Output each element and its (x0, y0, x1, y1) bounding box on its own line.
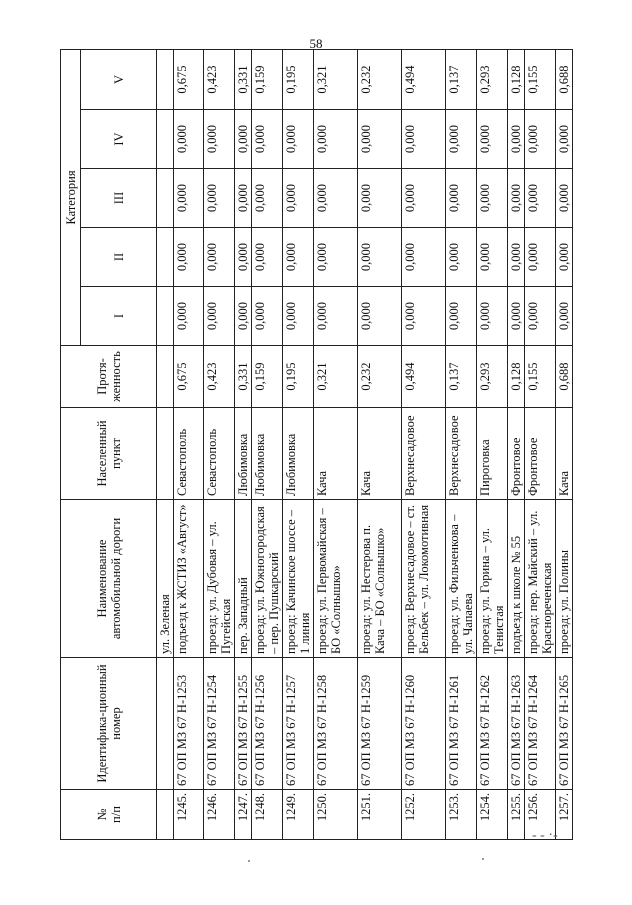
header-category: Категория (61, 50, 81, 346)
road-name: проезд: ул. Первомайская – БО «Солнышко» (314, 500, 358, 658)
category-5-value: 0,137 (446, 50, 477, 110)
header-cat-5: V (81, 50, 157, 110)
length: 0,155 (525, 346, 556, 408)
category-5-value: 0,675 (174, 50, 204, 110)
category-4-value: 0,000 (402, 110, 446, 169)
category-4-value: 0,000 (525, 110, 556, 169)
settlement: Пироговка (477, 408, 508, 500)
category-3-value: 0,000 (283, 169, 314, 228)
header-cat-3: III (81, 169, 157, 228)
scan-mark: - - ·- (532, 828, 558, 843)
table-row (525, 50, 556, 840)
category-1-value: 0,000 (402, 287, 446, 346)
category-2-value: 0,000 (508, 228, 525, 287)
scan-dot (248, 860, 250, 862)
road-id: 67 ОП МЗ 67 Н-1265 (556, 658, 573, 790)
category-3-value: 0,000 (174, 169, 204, 228)
header-settlement: Населенный пункт (61, 408, 157, 500)
settlement: Кача (358, 408, 402, 500)
category-1-value: 0,000 (508, 287, 525, 346)
settlement: Любимовка (283, 408, 314, 500)
rotated-table-container (60, 50, 595, 840)
road-id: 67 ОП МЗ 67 Н-1254 (204, 658, 235, 790)
settlement: Любимовка (252, 408, 283, 500)
table-row (556, 50, 573, 840)
category-2-value: 0,000 (446, 228, 477, 287)
row-number: 1255. (508, 790, 525, 840)
road-id: 67 ОП МЗ 67 Н-1263 (508, 658, 525, 790)
category-3-value: 0,000 (402, 169, 446, 228)
row-number: 1246. (204, 790, 235, 840)
category-1-value: 0,000 (204, 287, 235, 346)
road-name: проезд: ул. Южногородская – пер. Пушкарский (252, 500, 283, 658)
category-4-value: 0,000 (477, 110, 508, 169)
settlement: Верхнесадовое (446, 408, 477, 500)
road-name: проезд: Качинское шоссе – 1 линия (283, 500, 314, 658)
length: 0,423 (204, 346, 235, 408)
road-id: 67 ОП МЗ 67 Н-1259 (358, 658, 402, 790)
row-number: 1254. (477, 790, 508, 840)
table-row (358, 50, 402, 840)
category-2-value: 0,000 (204, 228, 235, 287)
category-3-value: 0,000 (252, 169, 283, 228)
settlement: Кача (556, 408, 573, 500)
table-row (252, 50, 283, 840)
road-id: 67 ОП МЗ 67 Н-1253 (174, 658, 204, 790)
category-5-value: 0,423 (204, 50, 235, 110)
category-1-value: 0,000 (235, 287, 252, 346)
category-1-value: 0,000 (477, 287, 508, 346)
category-2-value: 0,000 (314, 228, 358, 287)
table-row (204, 50, 235, 840)
table-row (477, 50, 508, 840)
road-id: 67 ОП МЗ 67 Н-1260 (402, 658, 446, 790)
road-id: 67 ОП МЗ 67 Н-1264 (525, 658, 556, 790)
length: 0,675 (174, 346, 204, 408)
category-5-value: 0,494 (402, 50, 446, 110)
road-id: 67 ОП МЗ 67 Н-1261 (446, 658, 477, 790)
category-4-value: 0,000 (314, 110, 358, 169)
category-5-value: 0,155 (525, 50, 556, 110)
category-3-value: 0,000 (446, 169, 477, 228)
road-name: проезд: ул. Фильченкова – ул. Чапаева (446, 500, 477, 658)
length: 0,293 (477, 346, 508, 408)
category-2-value: 0,000 (402, 228, 446, 287)
header-cat-2: II (81, 228, 157, 287)
settlement: Фронтовое (525, 408, 556, 500)
category-4-value: 0,000 (204, 110, 235, 169)
category-1-value: 0,000 (283, 287, 314, 346)
category-5-value: 0,128 (508, 50, 525, 110)
category-1-value: 0,000 (174, 287, 204, 346)
category-1-value: 0,000 (446, 287, 477, 346)
row-number: 1253. (446, 790, 477, 840)
road-name: подъезд к школе № 55 (508, 500, 525, 658)
category-1-value: 0,000 (252, 287, 283, 346)
row-number: 1249. (283, 790, 314, 840)
category-3-value: 0,000 (556, 169, 573, 228)
settlement: Севастополь (174, 408, 204, 500)
settlement: Фронтовое (508, 408, 525, 500)
row-number: 1250. (314, 790, 358, 840)
category-1-value: 0,000 (556, 287, 573, 346)
category-5-value: 0,293 (477, 50, 508, 110)
road-name: проезд: ул. Горина – ул. Тенистая (477, 500, 508, 658)
table-row (446, 50, 477, 840)
table-row (402, 50, 446, 840)
length: 0,128 (508, 346, 525, 408)
length: 0,321 (314, 346, 358, 408)
category-3-value: 0,000 (358, 169, 402, 228)
settlement: Любимовка (235, 408, 252, 500)
settlement: Верхнесадовое (402, 408, 446, 500)
carryover-text: ул. Зеленая (157, 500, 174, 658)
row-number: 1256. (525, 790, 556, 840)
road-id: 67 ОП МЗ 67 Н-1258 (314, 658, 358, 790)
category-2-value: 0,000 (174, 228, 204, 287)
table-row (283, 50, 314, 840)
header-cat-1: I (81, 287, 157, 346)
road-name: проезд: Верхнесадовое – ст. Бельбек – ул. Локомотивная (402, 500, 446, 658)
category-3-value: 0,000 (508, 169, 525, 228)
row-number: 1247. (235, 790, 252, 840)
category-2-value: 0,000 (556, 228, 573, 287)
category-2-value: 0,000 (235, 228, 252, 287)
category-5-value: 0,321 (314, 50, 358, 110)
category-4-value: 0,000 (283, 110, 314, 169)
length: 0,494 (402, 346, 446, 408)
table-row (235, 50, 252, 840)
category-2-value: 0,000 (283, 228, 314, 287)
table-row (508, 50, 525, 840)
row-number: 1248. (252, 790, 283, 840)
roads-table (60, 49, 573, 840)
category-3-value: 0,000 (525, 169, 556, 228)
length: 0,137 (446, 346, 477, 408)
road-name: проезд: ул. Полины (556, 500, 573, 658)
category-4-value: 0,000 (358, 110, 402, 169)
header-cat-4: IV (81, 110, 157, 169)
length: 0,159 (252, 346, 283, 408)
category-4-value: 0,000 (235, 110, 252, 169)
length: 0,331 (235, 346, 252, 408)
category-2-value: 0,000 (252, 228, 283, 287)
category-1-value: 0,000 (314, 287, 358, 346)
category-2-value: 0,000 (477, 228, 508, 287)
road-name: проезд: ул. Нестерова п. Кача – БО «Солнышко» (358, 500, 402, 658)
table-row (174, 50, 204, 840)
road-id: 67 ОП МЗ 67 Н-1262 (477, 658, 508, 790)
category-1-value: 0,000 (358, 287, 402, 346)
category-3-value: 0,000 (314, 169, 358, 228)
table-row (314, 50, 358, 840)
road-name: проезд: пер. Майский – ул. Краснореченская (525, 500, 556, 658)
category-5-value: 0,159 (252, 50, 283, 110)
row-number: 1251. (358, 790, 402, 840)
header-id: Идентифика-ционный номер (61, 658, 157, 790)
header-length: Протя-женность (61, 346, 157, 408)
category-4-value: 0,000 (556, 110, 573, 169)
header-name: Наименование автомобильной дороги (61, 500, 157, 658)
category-5-value: 0,331 (235, 50, 252, 110)
road-name: проезд: ул. Дубовая – ул. Пугейская (204, 500, 235, 658)
category-3-value: 0,000 (477, 169, 508, 228)
scan-dot (482, 858, 484, 860)
settlement: Кача (314, 408, 358, 500)
road-id: 67 ОП МЗ 67 Н-1257 (283, 658, 314, 790)
category-5-value: 0,195 (283, 50, 314, 110)
category-2-value: 0,000 (358, 228, 402, 287)
length: 0,232 (358, 346, 402, 408)
category-3-value: 0,000 (235, 169, 252, 228)
page-number: 58 (309, 36, 323, 51)
category-4-value: 0,000 (252, 110, 283, 169)
road-id: 67 ОП МЗ 67 Н-1256 (252, 658, 283, 790)
category-4-value: 0,000 (446, 110, 477, 169)
category-5-value: 0,688 (556, 50, 573, 110)
row-number: 1257. (556, 790, 573, 840)
row-number: 1252. (402, 790, 446, 840)
header-number: № п/п (61, 790, 157, 840)
category-1-value: 0,000 (525, 287, 556, 346)
length: 0,195 (283, 346, 314, 408)
category-5-value: 0,232 (358, 50, 402, 110)
road-name: подъезд к ЖСТИЗ «Август» (174, 500, 204, 658)
category-3-value: 0,000 (204, 169, 235, 228)
row-number: 1245. (174, 790, 204, 840)
category-4-value: 0,000 (508, 110, 525, 169)
carryover-row (157, 50, 174, 840)
settlement: Севастополь (204, 408, 235, 500)
category-2-value: 0,000 (525, 228, 556, 287)
category-4-value: 0,000 (174, 110, 204, 169)
road-name: пер. Западный (235, 500, 252, 658)
road-id: 67 ОП МЗ 67 Н-1255 (235, 658, 252, 790)
length: 0,688 (556, 346, 573, 408)
